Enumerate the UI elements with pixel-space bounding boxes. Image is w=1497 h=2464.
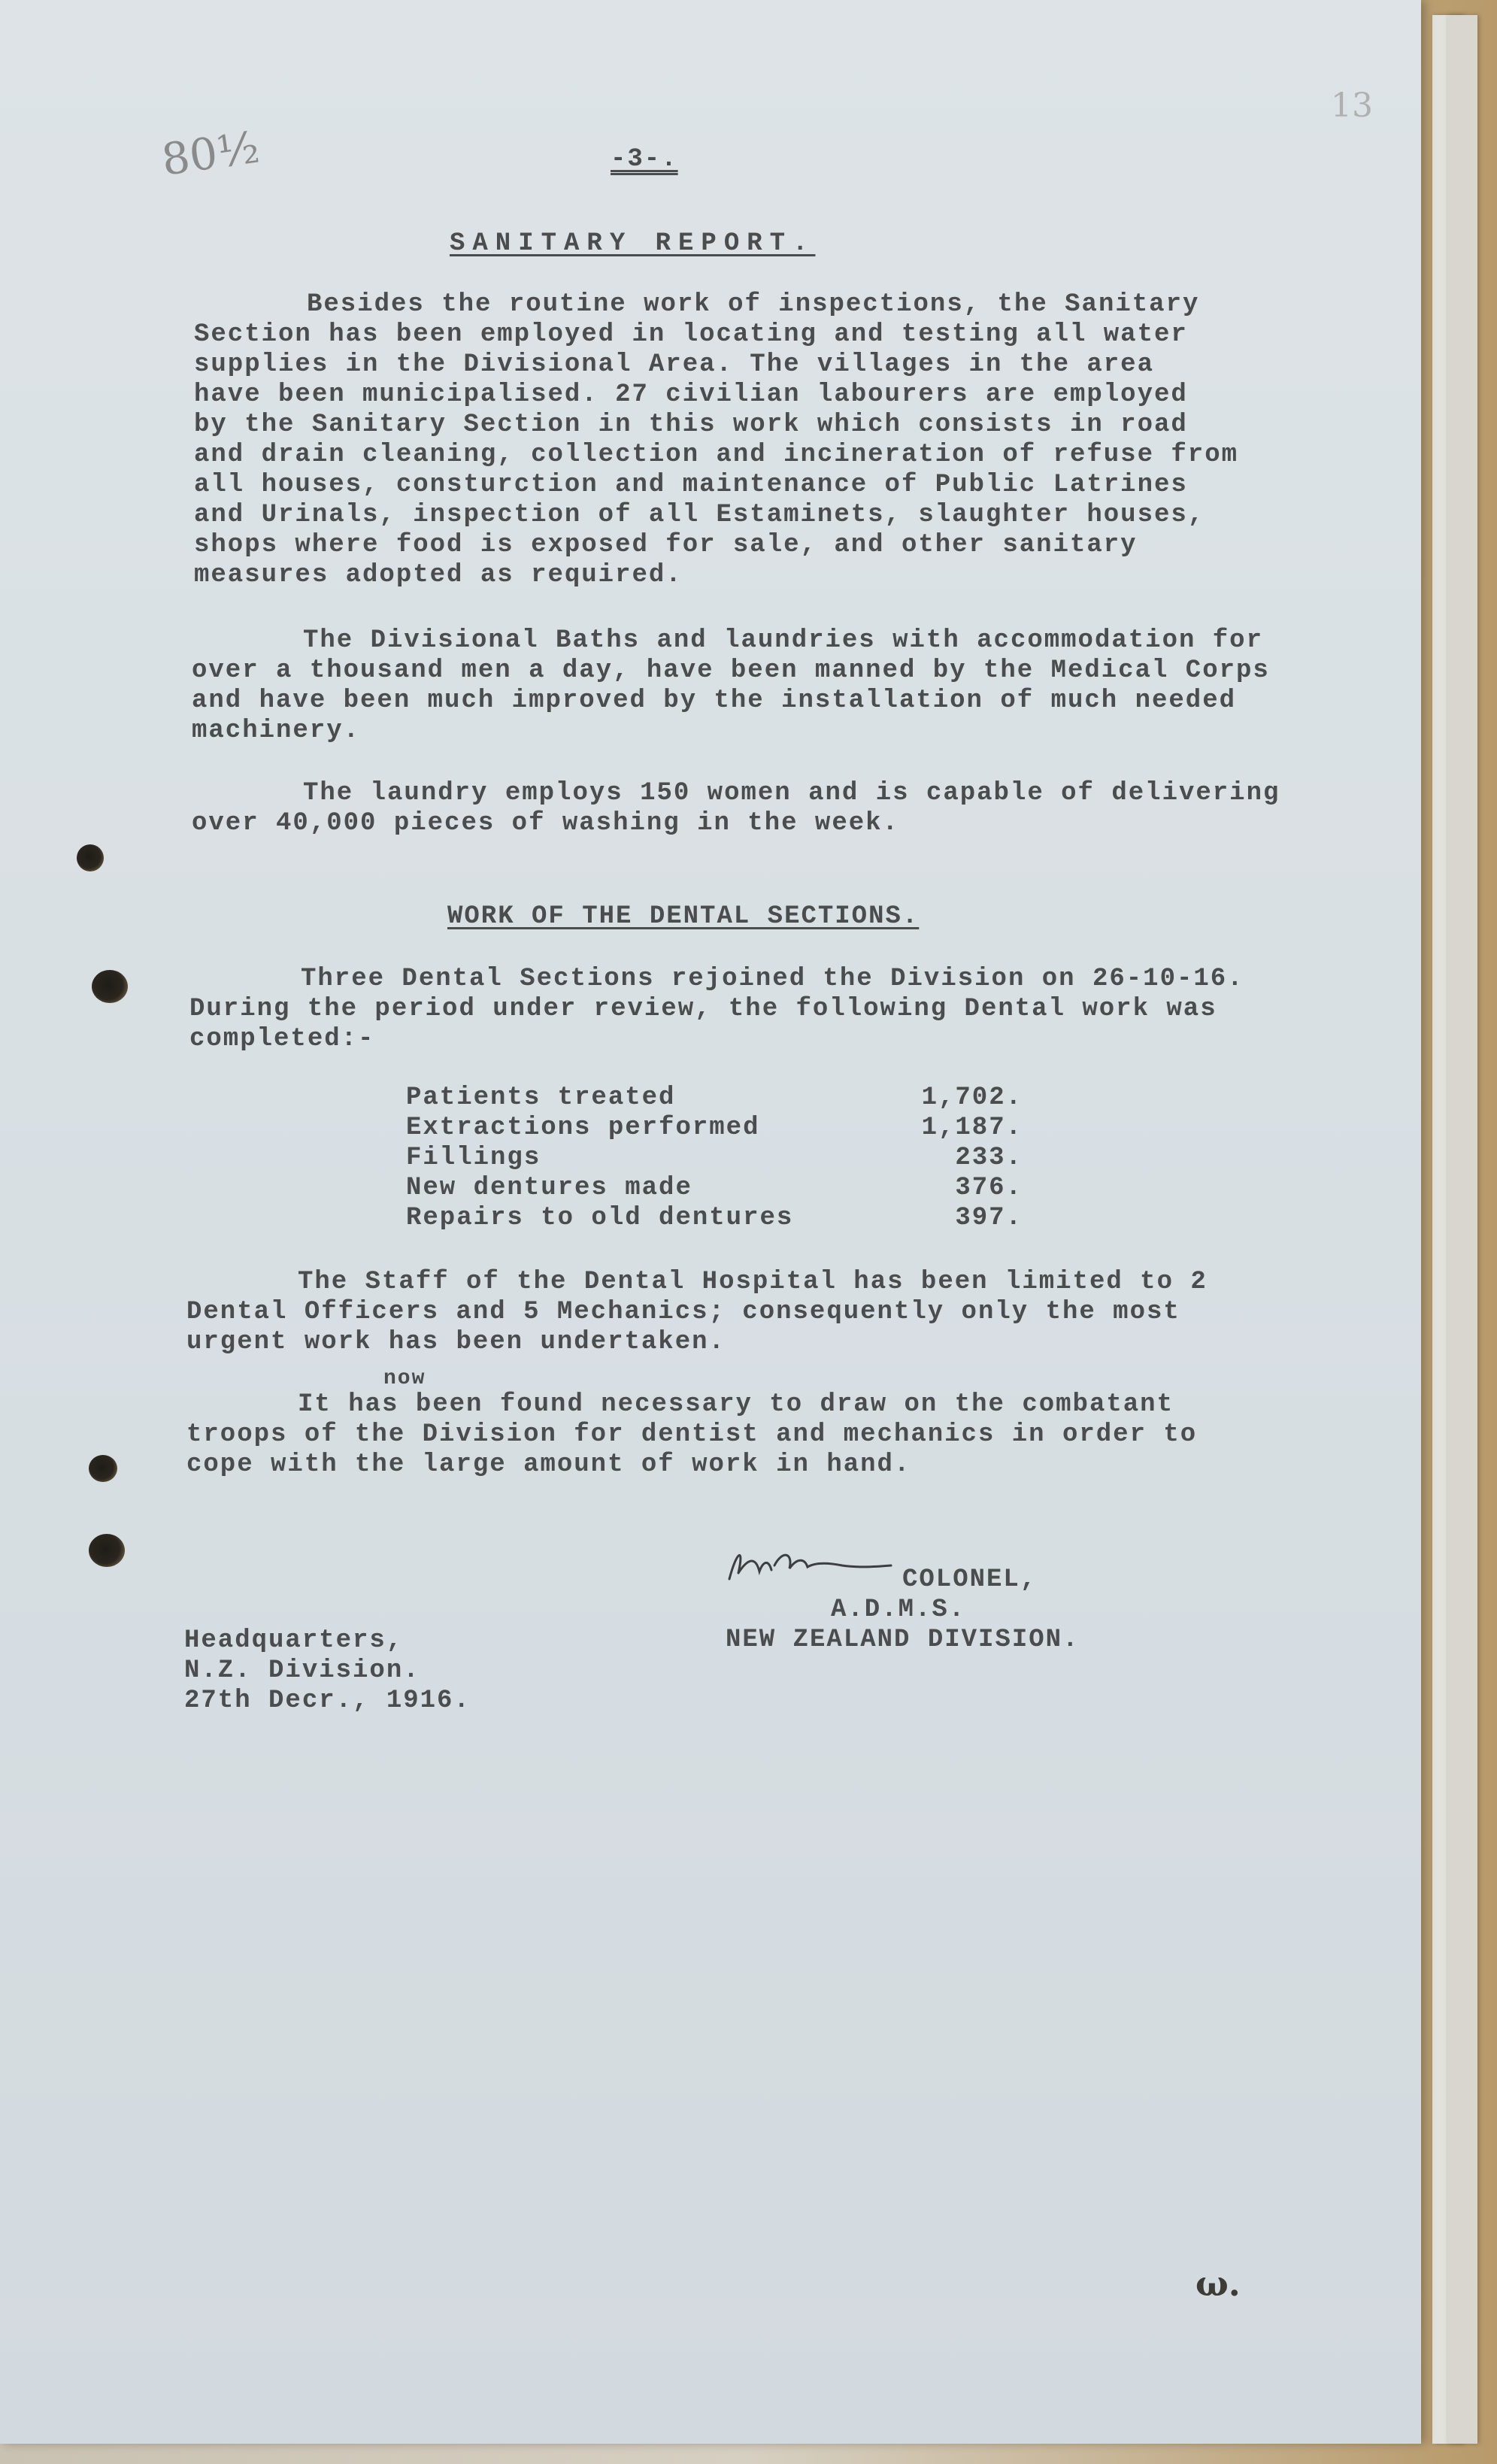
stat-label: Extractions performed [406,1114,760,1142]
sanitary-paragraph-2 [192,626,1270,746]
text-line: have been municipalised. 27 civilian labourers are employed [194,380,1188,409]
punch-hole [92,970,128,1003]
text-line: and drain cleaning, collection and incineration of refuse from [194,441,1239,469]
text-line: over a thousand men a day, have been manned by the Medical Corps [192,656,1270,685]
stat-label: Patients treated [406,1083,676,1112]
text-line: and have been much improved by the installation of much needed [192,686,1237,715]
dental-sections-heading: WORK OF THE DENTAL SECTIONS. [447,902,920,931]
text-line: and Urinals, inspection of all Estaminets, slaughter houses, [194,501,1205,529]
dental-intro-paragraph [189,964,1244,1054]
text-line: supplies in the Divisional Area. The villages in the area [194,350,1154,379]
corner-mark: ω. [1195,2263,1241,2304]
stat-label: New dentures made [406,1174,692,1202]
stat-label: Repairs to old dentures [406,1204,794,1232]
signature-rank: COLONEL, [902,1565,1038,1594]
folio-number-left: 80½ [158,121,263,186]
page-number: -3-. [611,145,678,174]
text-line: The Staff of the Dental Hospital has been limited to 2 [298,1268,1208,1296]
text-line: The Divisional Baths and laundries with accommodation for [303,626,1263,655]
stat-row [406,1203,1023,1233]
signature-unit: NEW ZEALAND DIVISION. [726,1626,1080,1654]
stat-value: 376. [955,1174,1023,1202]
text-line: troops of the Division for dentist and mechanics in order to [186,1420,1198,1449]
text-line: Section has been employed in locating and testing all water [194,320,1188,349]
dental-stats-table [406,1083,1023,1241]
stat-value: 1,702. [921,1083,1023,1112]
punch-hole [77,844,104,871]
stat-row [406,1173,1023,1203]
origin-line: Headquarters, [184,1626,404,1655]
dental-closing-paragraph [186,1390,1197,1480]
folio-number-right: 13 [1331,86,1373,125]
text-line: all houses, consturction and maintenance of Public Latrines [194,471,1188,499]
stat-value: 1,187. [921,1114,1023,1142]
sanitary-paragraph-3 [192,778,1280,838]
text-line: over 40,000 pieces of washing in the week. [192,809,899,838]
punch-hole [89,1534,125,1567]
handwritten-signature [722,1543,895,1588]
punch-hole [89,1455,117,1482]
text-line: completed:- [189,1025,375,1053]
text-line: It has been found necessary to draw on the combatant [298,1390,1174,1419]
sanitary-report-heading: SANITARY REPORT. [450,229,816,258]
underlying-sheet-edge [1447,15,1477,2444]
text-line: Besides the routine work of inspections, the Sanitary [307,290,1200,319]
stat-value: 397. [955,1204,1023,1232]
dental-staff-paragraph [186,1267,1208,1357]
sanitary-paragraph-1 [194,289,1238,590]
text-line: Three Dental Sections rejoined the Division on 26-10-16. [301,965,1244,993]
signature-title: A.D.M.S. [831,1596,966,1624]
origin-line: 27th Decr., 1916. [184,1687,471,1715]
stat-row [406,1083,1023,1113]
stat-row [406,1113,1023,1143]
stat-label: Fillings [406,1144,541,1172]
stat-row [406,1143,1023,1173]
text-line: During the period under review, the following Dental work was [189,995,1217,1023]
stat-value: 233. [955,1144,1023,1172]
text-line: cope with the large amount of work in hand. [186,1450,911,1479]
inserted-word: now [383,1367,426,1390]
text-line: urgent work has been undertaken. [186,1328,726,1356]
text-line: Dental Officers and 5 Mechanics; consequently only the most [186,1298,1180,1326]
text-line: shops where food is exposed for sale, and other sanitary [194,531,1138,559]
text-line: measures adopted as required. [194,561,683,589]
origin-line: N.Z. Division. [184,1656,420,1685]
text-line: by the Sanitary Section in this work which consists in road [194,411,1188,439]
text-line: The laundry employs 150 women and is capable of delivering [303,779,1280,808]
text-line: machinery. [192,717,361,745]
origin-block [184,1626,471,1716]
